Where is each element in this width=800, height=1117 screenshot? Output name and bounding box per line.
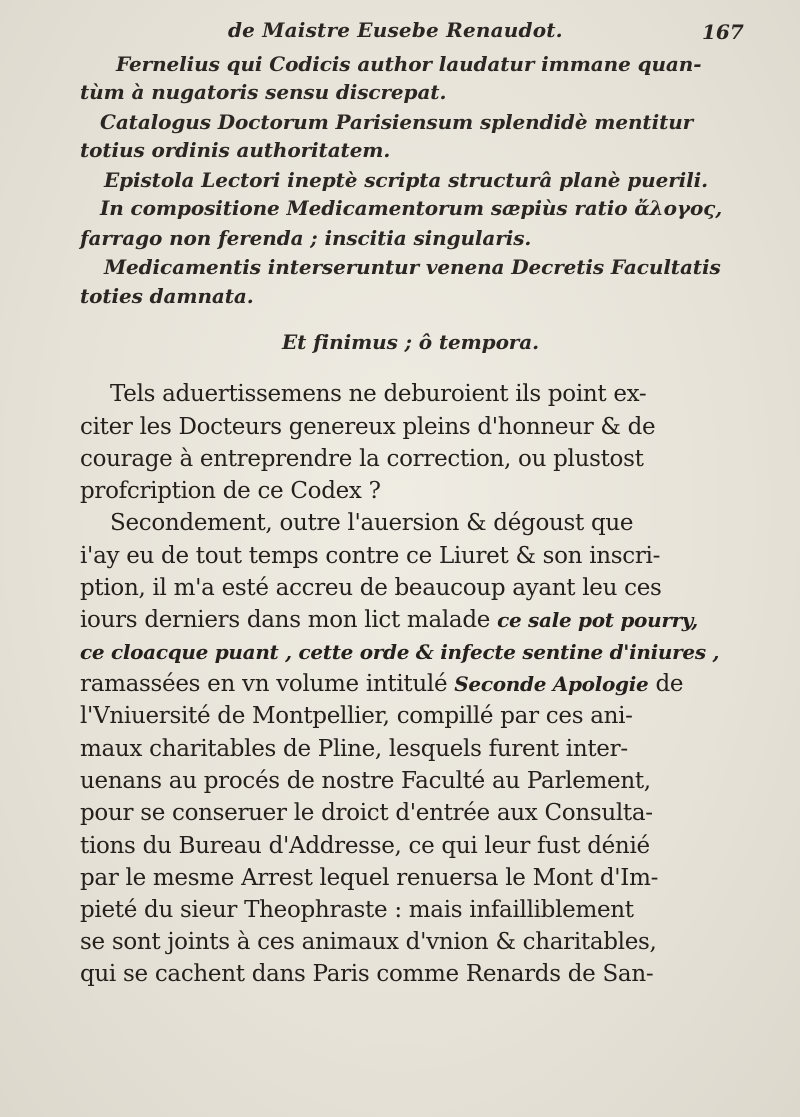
latin-line: Catalogus Doctorum Parisiensum splendidè mentitur (100, 110, 694, 134)
french-line-tail: de (648, 671, 684, 697)
latin-line: toties damnata. (80, 284, 254, 308)
latin-line: tùm à nugatoris sensu discrepat. (80, 80, 447, 104)
french-line: profcription de ce Codex ? (80, 478, 381, 504)
french-line: maux charitables de Pline, lesquels furent inter- (80, 736, 628, 762)
french-line-emphasis: Seconde Apologie (454, 672, 649, 696)
french-line: l'Vniuersité de Montpellier, compillé par ces ani- (80, 703, 633, 729)
french-line: courage à entreprendre la correction, ou plustost (80, 446, 644, 472)
latin-line: farrago non ferenda ; inscitia singularis. (80, 226, 532, 250)
latin-line: totius ordinis authoritatem. (80, 138, 391, 162)
running-head: de Maistre Eusebe Renaudot. (228, 18, 563, 42)
french-line-text: iours derniers dans mon lict malade (80, 607, 498, 633)
french-line: Secondement, outre l'auersion & dégoust que (110, 510, 634, 536)
french-line (80, 671, 683, 697)
french-line: tions du Bureau d'Addresse, ce qui leur fust dénié (80, 833, 650, 859)
french-line: se sont joints à ces animaux d'vnion & charitables, (80, 929, 657, 955)
french-line: i'ay eu de tout temps contre ce Liuret & son inscri- (80, 543, 661, 569)
page-number: 167 (702, 20, 744, 44)
french-line-emphasis: ce cloacque puant , cette orde & infecte sentine d'iniures , (80, 640, 720, 664)
french-line: citer les Docteurs genereux pleins d'honneur & de (80, 414, 656, 440)
latin-line: In compositione Medicamentorum sæpiùs ratio ἄλογος, (100, 196, 723, 220)
latin-line: Medicamentis interseruntur venena Decretis Facultatis (104, 255, 721, 279)
latin-line: Epistola Lectori ineptè scripta structurâ planè puerili. (104, 168, 709, 192)
french-line: uenans au procés de nostre Faculté au Parlement, (80, 768, 651, 794)
french-line: pour se conseruer le droict d'entrée aux Consulta- (80, 800, 653, 826)
latin-line: Fernelius qui Codicis author laudatur immane quan- (116, 52, 702, 76)
french-line: par le mesme Arrest lequel renuersa le Mont d'Im- (80, 865, 659, 891)
french-line: Tels aduertissemens ne deburoient ils point ex- (110, 381, 647, 407)
french-line: pieté du sieur Theophraste : mais infailliblement (80, 897, 634, 923)
french-line-emphasis: ce sale pot pourry, (497, 608, 698, 632)
french-line-text: ramassées en vn volume intitulé (80, 671, 455, 697)
french-line: ption, il m'a esté accreu de beaucoup ayant leu ces (80, 575, 662, 601)
french-line (80, 639, 719, 665)
french-line: qui se cachent dans Paris comme Renards de San- (80, 961, 654, 987)
french-line (80, 607, 698, 633)
latin-closing-line: Et finimus ; ô tempora. (282, 330, 539, 354)
